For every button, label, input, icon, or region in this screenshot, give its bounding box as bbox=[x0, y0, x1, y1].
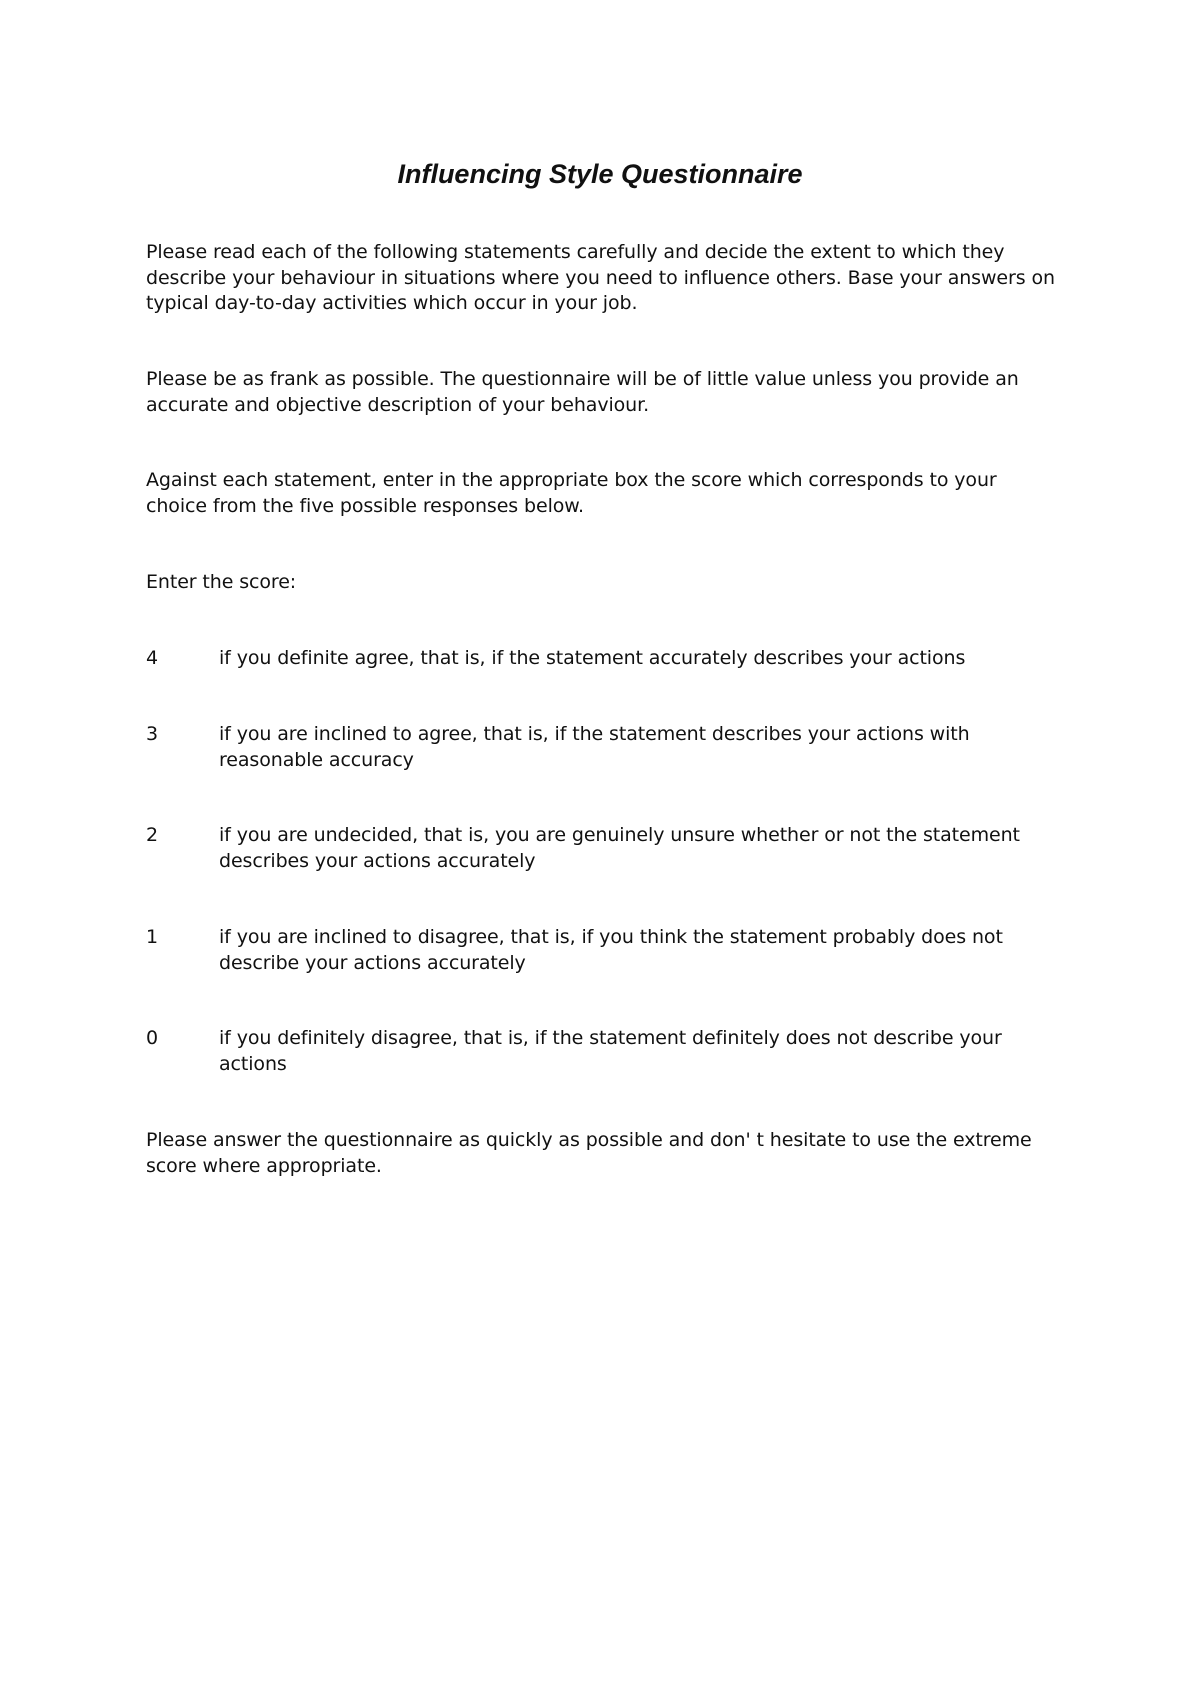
score-description: if you are inclined to disagree, that is, if you think the statement probably does not describe your actions accurately bbox=[219, 926, 1003, 974]
closing-paragraph: Please answer the questionnaire as quickly as possible and don' t hesitate to use the extreme score where appropriate. bbox=[146, 1129, 1032, 1177]
intro-paragraph-1: Please read each of the following statements carefully and decide the extent to which they describe your behaviour in situations where you need to influence others. Base your answers on typical day-to-day activities which occur in your job. bbox=[146, 241, 1055, 314]
intro-paragraph-2: Please be as frank as possible. The questionnaire will be of little value unless you provide an accurate and objective description of your behaviour. bbox=[146, 368, 1019, 416]
score-description: if you definite agree, that is, if the statement accurately describes your actions bbox=[219, 647, 966, 669]
score-value: 3 bbox=[146, 723, 159, 745]
score-value: 1 bbox=[146, 926, 159, 948]
score-value: 4 bbox=[146, 647, 159, 669]
score-description: if you are undecided, that is, you are genuinely unsure whether or not the statement describes your actions accurately bbox=[219, 824, 1020, 872]
score-value: 0 bbox=[146, 1027, 159, 1049]
intro-paragraph-3: Against each statement, enter in the appropriate box the score which corresponds to your choice from the five possible responses below. bbox=[146, 469, 997, 517]
score-value: 2 bbox=[146, 824, 159, 846]
score-description: if you are inclined to agree, that is, if the statement describes your actions with reasonable accuracy bbox=[219, 723, 970, 771]
enter-score-label: Enter the score: bbox=[146, 571, 297, 593]
score-description: if you definitely disagree, that is, if the statement definitely does not describe your actions bbox=[219, 1027, 1002, 1075]
document-title: Influencing Style Questionnaire bbox=[397, 159, 803, 189]
